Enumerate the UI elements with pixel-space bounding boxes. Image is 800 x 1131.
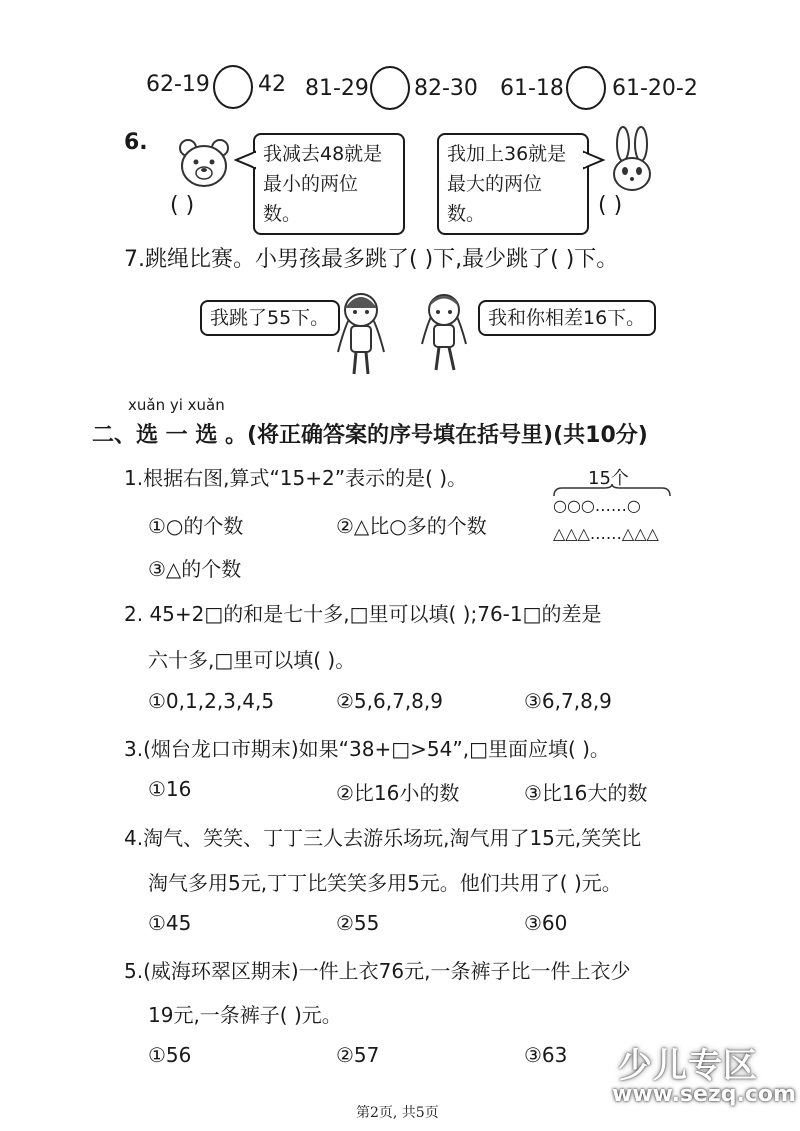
- s2q4-option-3[interactable]: ③60: [524, 911, 568, 935]
- s2q2-line1: 2. 45+2□的和是七十多,□里可以填( );76-1□的差是: [124, 602, 602, 626]
- watermark-brand: 少儿专区: [618, 1046, 758, 1086]
- section2-pinyin: xuǎn yi xuǎn: [128, 396, 225, 414]
- bear-icon: [178, 138, 230, 188]
- bear-speech-bubble: [253, 133, 405, 235]
- bear-answer-blank[interactable]: ( ): [170, 193, 195, 218]
- figure-label: 15个: [588, 468, 629, 489]
- q7-text: 7.跳绳比赛。小男孩最多跳了( )下,最少跳了( )下。: [124, 247, 619, 272]
- section2-heading: 二、选 一 选 。(将正确答案的序号填在括号里)(共10分): [92, 423, 648, 448]
- watermark-url: www.sezq.com: [612, 1082, 796, 1107]
- s2q3-option-3[interactable]: ③比16大的数: [524, 781, 648, 805]
- s2q5-line2: 19元,一条裤子( )元。: [148, 1003, 342, 1027]
- s2q2-option-3[interactable]: ③6,7,8,9: [524, 689, 612, 713]
- page-footer: 第2页, 共5页: [356, 1105, 439, 1121]
- bear-bubble-tail: [234, 150, 256, 170]
- rabbit-speech-bubble: [437, 133, 589, 235]
- s2q1-option-2[interactable]: ②△比○多的个数: [336, 514, 487, 538]
- s2q5-option-2[interactable]: ②57: [336, 1043, 380, 1067]
- s2q5-option-3[interactable]: ③63: [524, 1043, 568, 1067]
- compare-a-left: 62-19: [146, 72, 210, 97]
- figure-triangles-row: △△△……△△△: [553, 524, 659, 543]
- compare-circle-c[interactable]: [566, 66, 606, 110]
- s2q4-option-1[interactable]: ①45: [148, 911, 192, 935]
- s2q5-line1: 5.(威海环翠区期末)一件上衣76元,一条裤子比一件上衣少: [124, 959, 631, 983]
- figure-circles-row: ○○○……○: [553, 496, 641, 515]
- compare-c-left: 61-18: [500, 76, 564, 101]
- s2q4-line1: 4.淘气、笑笑、丁丁三人去游乐场玩,淘气用了15元,笑笑比: [124, 826, 642, 850]
- s2q2-option-1[interactable]: ①0,1,2,3,4,5: [148, 689, 275, 713]
- rabbit-icon: [606, 126, 660, 196]
- girl-says: 我跳了55下。: [210, 307, 330, 329]
- bear-line2: 最小的两位数。: [263, 173, 359, 225]
- s2q3-option-2[interactable]: ②比16小的数: [336, 781, 460, 805]
- s2q2-option-2[interactable]: ②5,6,7,8,9: [336, 689, 443, 713]
- s2q2-line2: 六十多,□里可以填( )。: [148, 648, 356, 672]
- s2q5-option-1[interactable]: ①56: [148, 1043, 192, 1067]
- rabbit-line2: 最大的两位数。: [447, 173, 543, 225]
- boy-jumping-rope-icon: [416, 282, 472, 377]
- compare-b-left: 81-29: [305, 76, 369, 101]
- compare-c-right: 61-20-2: [612, 76, 698, 101]
- boy-speech-bubble: [478, 300, 656, 336]
- girl-speech-bubble: [200, 300, 340, 336]
- s2q1-text: 1.根据右图,算式“15+2”表示的是( )。: [124, 466, 468, 490]
- q6-number: 6.: [124, 130, 148, 155]
- compare-circle-b[interactable]: [370, 66, 410, 110]
- compare-circle-a[interactable]: [213, 65, 253, 109]
- s2q4-line2: 淘气多用5元,丁丁比笑笑多用5元。他们共用了( )元。: [148, 871, 622, 895]
- s2q3-text: 3.(烟台龙口市期末)如果“38+□>54”,□里面应填( )。: [124, 737, 610, 761]
- rabbit-line1: 我加上36就是: [447, 143, 567, 165]
- bear-line1: 我减去48就是: [263, 143, 383, 165]
- s2q4-option-2[interactable]: ②55: [336, 911, 380, 935]
- s2q1-option-1[interactable]: ①○的个数: [148, 514, 244, 538]
- girl-jumping-rope-icon: [332, 282, 390, 382]
- compare-a-right: 42: [258, 72, 286, 97]
- s2q3-option-1[interactable]: ①16: [148, 777, 192, 801]
- rabbit-bubble-tail: [583, 150, 605, 170]
- s2q1-option-3[interactable]: ③△的个数: [148, 557, 242, 581]
- compare-b-right: 82-30: [414, 76, 478, 101]
- boy-says: 我和你相差16下。: [488, 307, 646, 329]
- rabbit-answer-blank[interactable]: ( ): [598, 193, 623, 218]
